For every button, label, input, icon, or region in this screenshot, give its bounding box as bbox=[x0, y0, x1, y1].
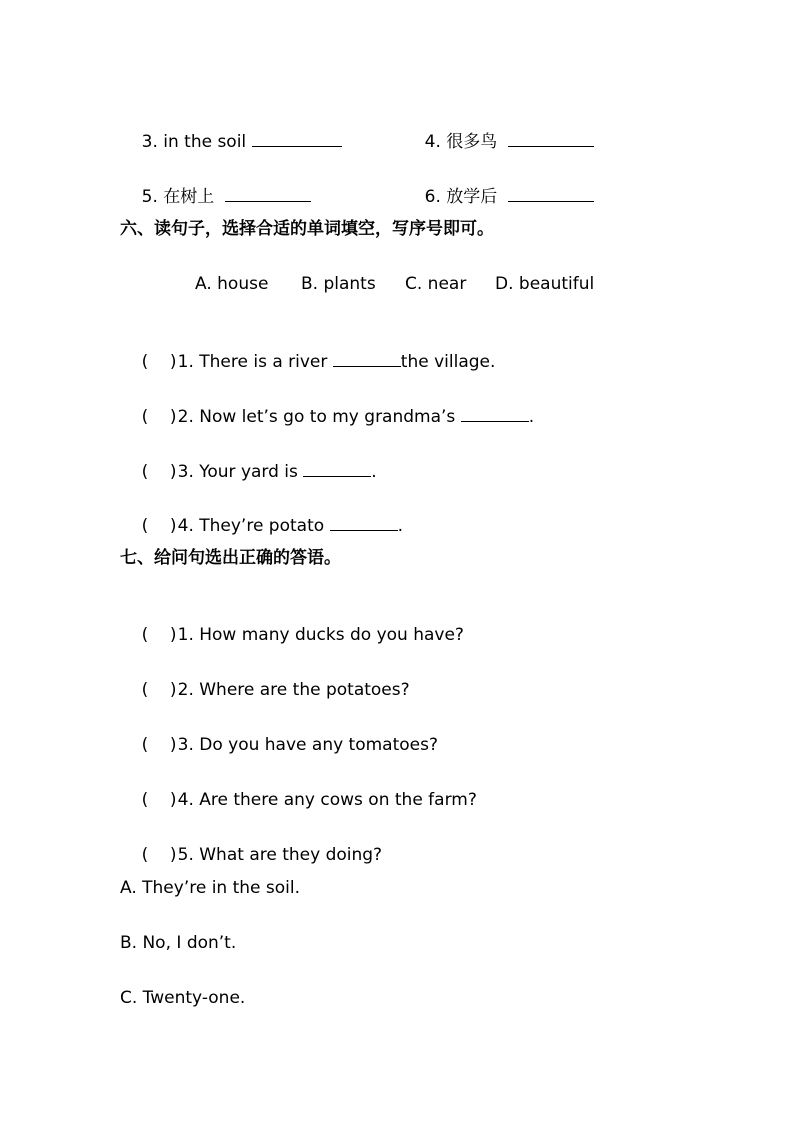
answer-paren[interactable]: ( ) bbox=[141, 735, 177, 755]
option-a: A. house bbox=[195, 274, 269, 294]
section-6-heading: 六、读句子，选择合适的单词填空，写序号即可。 bbox=[120, 219, 494, 239]
answer-paren[interactable]: ( ) bbox=[141, 845, 177, 865]
question-text: 1. How many ducks do you have? bbox=[177, 625, 464, 645]
answer-paren[interactable]: ( ) bbox=[141, 407, 177, 427]
answer-option-b: B. No, I don’t. bbox=[120, 933, 237, 953]
answer-paren[interactable]: ( ) bbox=[141, 625, 177, 645]
vocab-item-4-text: 4. 很多鸟 bbox=[424, 132, 498, 152]
question-text-before: 2. Now let’s go to my grandma’s bbox=[177, 407, 456, 427]
vocab-item-3-text: 3. in the soil bbox=[141, 132, 247, 152]
answer-blank[interactable] bbox=[225, 185, 311, 202]
answer-blank[interactable] bbox=[252, 130, 342, 147]
answer-blank[interactable] bbox=[303, 460, 371, 477]
answer-blank[interactable] bbox=[461, 405, 529, 422]
question-text-before: 4. They’re potato bbox=[177, 516, 325, 536]
question-text-after: the village. bbox=[400, 352, 496, 372]
answer-paren[interactable]: ( ) bbox=[141, 462, 177, 482]
question-text-before: 1. There is a river bbox=[177, 352, 328, 372]
answer-paren[interactable]: ( ) bbox=[141, 790, 177, 810]
option-d: D. beautiful bbox=[495, 274, 595, 294]
answer-blank[interactable] bbox=[508, 185, 594, 202]
answer-paren[interactable]: ( ) bbox=[141, 680, 177, 700]
answer-paren[interactable]: ( ) bbox=[141, 516, 177, 536]
question-text: 2. Where are the potatoes? bbox=[177, 680, 410, 700]
answer-option-a: A. They’re in the soil. bbox=[120, 878, 301, 898]
option-b: B. plants bbox=[301, 274, 376, 294]
question-text-after: . bbox=[371, 462, 377, 482]
answer-blank[interactable] bbox=[330, 514, 398, 531]
vocab-item-5-text: 5. 在树上 bbox=[141, 187, 215, 207]
question-text: 3. Do you have any tomatoes? bbox=[177, 735, 439, 755]
answer-option-c: C. Twenty-one. bbox=[120, 988, 246, 1008]
question-text-before: 3. Your yard is bbox=[177, 462, 298, 482]
answer-blank[interactable] bbox=[333, 350, 401, 367]
section-7-heading: 七、给问句选出正确的答语。 bbox=[120, 548, 341, 568]
option-c: C. near bbox=[405, 274, 467, 294]
answer-blank[interactable] bbox=[508, 130, 594, 147]
answer-paren[interactable]: ( ) bbox=[141, 352, 177, 372]
question-text: 5. What are they doing? bbox=[177, 845, 383, 865]
question-text-after: . bbox=[397, 516, 403, 536]
vocab-item-6-text: 6. 放学后 bbox=[424, 187, 498, 207]
question-text: 4. Are there any cows on the farm? bbox=[177, 790, 477, 810]
question-text-after: . bbox=[528, 407, 535, 427]
